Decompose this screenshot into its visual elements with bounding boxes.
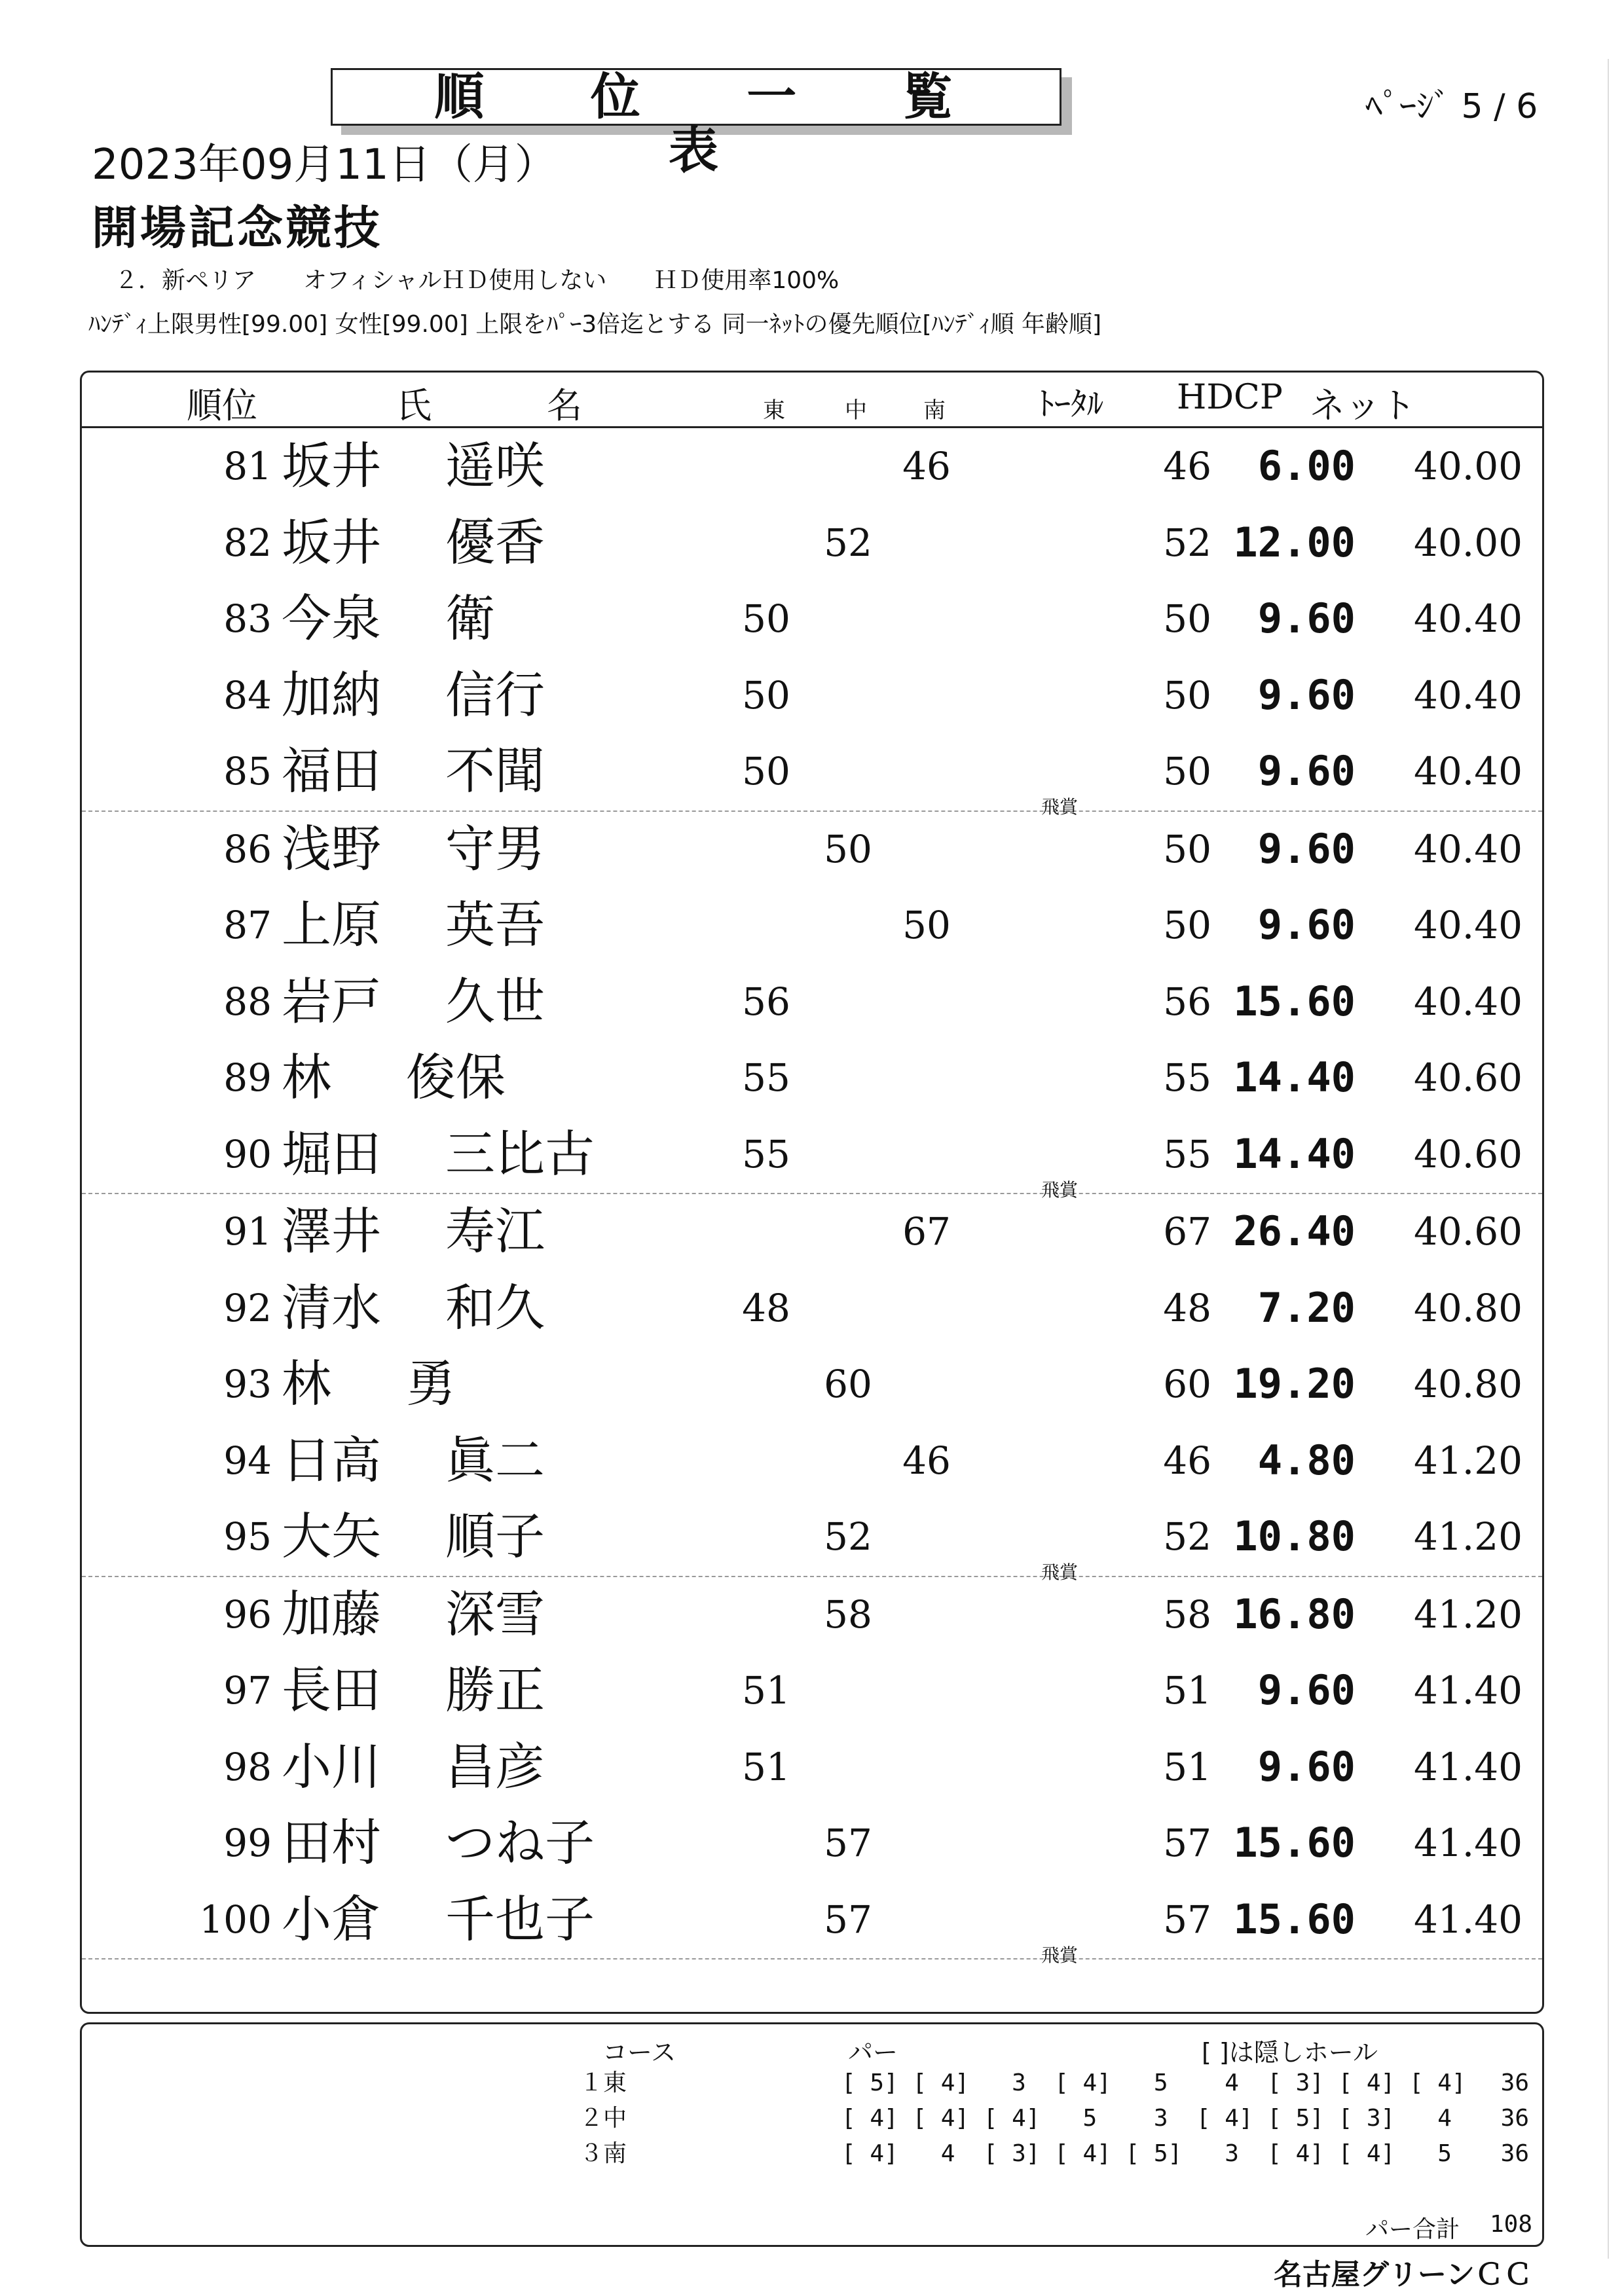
table-row — [82, 964, 1542, 1041]
column-header-row — [82, 373, 1542, 428]
surname-cell: 澤井 — [282, 1202, 381, 1260]
par-holes: [ 5] [ 4] 3 [ 4] 5 4 [ 3] [ 4] [ 4] — [841, 2069, 1466, 2096]
given-name-cell: 俊保 — [406, 1048, 506, 1106]
middle-score-cell: 60 — [824, 1362, 872, 1406]
par-sum-value: 108 — [1490, 2211, 1533, 2238]
rank-cell: 100 — [199, 1897, 272, 1942]
handicap-rule-line-1: ２．新ペリア オフィシャルＨＤ使用しない ＨＤ使用率100% — [115, 267, 840, 294]
rank-cell: 84 — [223, 672, 272, 718]
table-row — [82, 429, 1542, 505]
club-name: 名古屋グリーンＣＣ — [1273, 2258, 1532, 2291]
table-row — [82, 734, 1542, 818]
total-score-cell: 57 — [1163, 1821, 1211, 1865]
rank-cell: 98 — [223, 1744, 272, 1789]
hdcp-cell: 9.60 — [1257, 670, 1356, 719]
col-name-1: 氏 — [396, 385, 432, 426]
net-score-cell: 41.20 — [1413, 1438, 1522, 1483]
surname-cell: 浅野 — [282, 819, 381, 878]
table-row — [82, 1194, 1542, 1271]
hdcp-cell: 9.60 — [1257, 901, 1356, 949]
net-score-cell: 40.40 — [1413, 903, 1522, 947]
total-score-cell: 55 — [1163, 1055, 1211, 1100]
par-sum-label: パー合計 — [1365, 2216, 1460, 2243]
table-row — [82, 1117, 1542, 1201]
east-score-cell: 50 — [742, 749, 790, 793]
table-row — [82, 1499, 1542, 1583]
table-row — [82, 1577, 1542, 1654]
hdcp-cell: 4.80 — [1257, 1436, 1356, 1484]
rank-cell: 96 — [223, 1592, 272, 1637]
surname-cell: 小川 — [282, 1737, 381, 1796]
given-name-cell: 寿江 — [445, 1202, 545, 1260]
par-course-row — [82, 2066, 1542, 2100]
east-score-cell: 50 — [742, 596, 790, 641]
total-score-cell: 52 — [1163, 520, 1211, 565]
table-row — [82, 505, 1542, 582]
total-score-cell: 51 — [1163, 1744, 1211, 1789]
east-score-cell: 56 — [742, 979, 790, 1024]
page-edge-line — [1608, 59, 1609, 2259]
hdcp-cell: 9.60 — [1257, 747, 1356, 795]
award-mark: 飛賞 — [1041, 796, 1079, 818]
east-score-cell: 50 — [742, 672, 790, 718]
par-course-row — [82, 2102, 1542, 2136]
total-score-cell: 50 — [1163, 903, 1211, 947]
par-holes: [ 4] [ 4] [ 4] 5 3 [ 4] [ 5] [ 3] 4 — [841, 2105, 1452, 2132]
surname-cell: 今泉 — [282, 589, 381, 647]
table-row — [82, 1730, 1542, 1806]
surname-cell: 小倉 — [282, 1889, 381, 1948]
rank-cell: 82 — [223, 520, 272, 565]
given-name-cell: つね子 — [445, 1813, 595, 1872]
hdcp-cell: 9.60 — [1257, 824, 1356, 873]
hidden-hole-note: [ ]は隠しホール — [1202, 2038, 1378, 2067]
net-score-cell: 40.80 — [1413, 1362, 1522, 1406]
given-name-cell: 不聞 — [445, 742, 545, 800]
hdcp-cell: 15.60 — [1233, 1895, 1356, 1943]
surname-cell: 日高 — [282, 1430, 381, 1489]
given-name-cell: 信行 — [445, 665, 545, 724]
hdcp-cell: 6.00 — [1257, 442, 1356, 490]
handicap-rule-line-2: ﾊﾝﾃﾞｨ上限男性[99.00] 女性[99.00] 上限をﾊﾟｰ3倍迄とする 同一ﾈｯﾄの優先順位[ﾊﾝﾃﾞｨ順 年齢順] — [88, 311, 1102, 338]
table-row — [82, 1806, 1542, 1882]
col-total: ﾄｰﾀﾙ — [1038, 385, 1103, 423]
total-score-cell: 57 — [1163, 1897, 1211, 1942]
net-score-cell: 41.40 — [1413, 1897, 1522, 1942]
award-mark: 飛賞 — [1041, 1944, 1079, 1966]
net-score-cell: 41.40 — [1413, 1821, 1522, 1865]
middle-score-cell: 50 — [824, 826, 872, 871]
par-course-total: 36 — [1500, 2140, 1529, 2167]
page-title: 順 位 一 覧 表 — [434, 67, 997, 179]
given-name-cell: 久世 — [445, 972, 545, 1030]
south-score-cell: 46 — [902, 444, 951, 488]
given-name-cell: 勇 — [406, 1355, 456, 1413]
east-score-cell: 55 — [742, 1131, 790, 1176]
south-score-cell: 67 — [902, 1209, 951, 1254]
given-name-cell: 昌彦 — [445, 1737, 545, 1796]
total-score-cell: 51 — [1163, 1668, 1211, 1713]
rank-cell: 83 — [223, 596, 272, 641]
middle-score-cell: 52 — [824, 520, 872, 565]
given-name-cell: 衛 — [445, 589, 495, 647]
rank-cell: 97 — [223, 1668, 272, 1713]
total-score-cell: 50 — [1163, 596, 1211, 641]
surname-cell: 福田 — [282, 742, 381, 800]
net-score-cell: 40.80 — [1413, 1285, 1522, 1330]
middle-score-cell: 58 — [824, 1592, 872, 1637]
total-score-cell: 60 — [1163, 1362, 1211, 1406]
total-score-cell: 58 — [1163, 1592, 1211, 1637]
total-score-cell: 50 — [1163, 749, 1211, 793]
rank-cell: 81 — [223, 444, 272, 488]
event-date: 2023年09月11日（月） — [92, 141, 557, 189]
total-score-cell: 46 — [1163, 444, 1211, 488]
given-name-cell: 遥咲 — [445, 437, 545, 495]
rank-cell: 91 — [223, 1209, 272, 1254]
table-row — [82, 888, 1542, 964]
hdcp-cell: 9.60 — [1257, 594, 1356, 642]
east-score-cell: 55 — [742, 1055, 790, 1100]
rank-cell: 90 — [223, 1131, 272, 1176]
total-score-cell: 55 — [1163, 1131, 1211, 1176]
surname-cell: 林 — [282, 1048, 331, 1106]
given-name-cell: 順子 — [445, 1507, 545, 1565]
net-score-cell: 40.60 — [1413, 1131, 1522, 1176]
east-score-cell: 51 — [742, 1668, 790, 1713]
given-name-cell: 眞二 — [445, 1430, 545, 1489]
net-score-cell: 41.20 — [1413, 1592, 1522, 1637]
middle-score-cell: 52 — [824, 1514, 872, 1559]
surname-cell: 田村 — [282, 1813, 381, 1872]
table-row — [82, 1423, 1542, 1500]
total-score-cell: 56 — [1163, 979, 1211, 1024]
net-score-cell: 41.20 — [1413, 1514, 1522, 1559]
east-score-cell: 51 — [742, 1744, 790, 1789]
par-course-name: ３南 — [580, 2140, 627, 2167]
hdcp-cell: 19.20 — [1233, 1360, 1356, 1408]
given-name-cell: 三比古 — [445, 1124, 595, 1183]
hdcp-cell: 12.00 — [1233, 518, 1356, 566]
net-score-cell: 40.00 — [1413, 520, 1522, 565]
surname-cell: 加藤 — [282, 1584, 381, 1643]
rank-cell: 89 — [223, 1055, 272, 1100]
award-mark: 飛賞 — [1041, 1561, 1079, 1583]
table-row — [82, 1653, 1542, 1730]
south-score-cell: 50 — [902, 903, 951, 947]
rank-cell: 95 — [223, 1514, 272, 1559]
surname-cell: 加納 — [282, 665, 381, 724]
col-east: 東 — [763, 397, 785, 424]
middle-score-cell: 57 — [824, 1821, 872, 1865]
col-rank: 順位 — [187, 385, 257, 426]
surname-cell: 清水 — [282, 1278, 381, 1337]
hdcp-cell: 16.80 — [1233, 1590, 1356, 1638]
result-rows — [82, 429, 1542, 1966]
table-row — [82, 658, 1542, 735]
net-score-cell: 40.40 — [1413, 979, 1522, 1024]
par-course-row — [82, 2137, 1542, 2171]
net-score-cell: 40.40 — [1413, 672, 1522, 718]
south-score-cell: 46 — [902, 1438, 951, 1483]
rank-cell: 86 — [223, 826, 272, 871]
east-score-cell: 48 — [742, 1285, 790, 1330]
rank-cell: 87 — [223, 903, 272, 947]
rank-cell: 88 — [223, 979, 272, 1024]
net-score-cell: 40.40 — [1413, 826, 1522, 871]
rank-cell: 92 — [223, 1285, 272, 1330]
par-label: パー — [848, 2038, 898, 2067]
total-score-cell: 50 — [1163, 826, 1211, 871]
col-name-2: 名 — [547, 385, 582, 426]
col-net: ネット — [1310, 385, 1416, 426]
surname-cell: 坂井 — [282, 437, 381, 495]
title-box — [331, 67, 1061, 179]
total-score-cell: 52 — [1163, 1514, 1211, 1559]
hdcp-cell: 15.60 — [1233, 977, 1356, 1025]
table-row — [82, 1040, 1542, 1117]
par-holes: [ 4] 4 [ 3] [ 4] [ 5] 3 [ 4] [ 4] 5 — [841, 2140, 1452, 2167]
rank-cell: 99 — [223, 1821, 272, 1865]
net-score-cell: 40.40 — [1413, 596, 1522, 641]
rank-cell: 94 — [223, 1438, 272, 1483]
col-south: 南 — [923, 397, 946, 424]
col-hdcp: HDCP — [1177, 378, 1283, 417]
hdcp-cell: 26.40 — [1233, 1207, 1356, 1255]
rank-cell: 85 — [223, 749, 272, 793]
net-score-cell: 40.40 — [1413, 749, 1522, 793]
col-middle: 中 — [845, 397, 867, 424]
table-row — [82, 581, 1542, 658]
par-course-name: ２中 — [580, 2105, 627, 2132]
total-score-cell: 48 — [1163, 1285, 1211, 1330]
hdcp-cell: 9.60 — [1257, 1742, 1356, 1791]
page-number: ﾍﾟｰｼﾞ 5 / 6 — [1365, 87, 1538, 126]
rank-cell: 93 — [223, 1362, 272, 1406]
par-course-total: 36 — [1500, 2105, 1529, 2132]
net-score-cell: 40.60 — [1413, 1209, 1522, 1254]
results-table — [80, 371, 1544, 2014]
net-score-cell: 41.40 — [1413, 1668, 1522, 1713]
net-score-cell: 40.60 — [1413, 1055, 1522, 1100]
total-score-cell: 46 — [1163, 1438, 1211, 1483]
table-row — [82, 812, 1542, 888]
surname-cell: 上原 — [282, 896, 381, 954]
surname-cell: 林 — [282, 1355, 331, 1413]
given-name-cell: 千也子 — [445, 1889, 595, 1948]
event-name: 開場記念競技 — [92, 201, 382, 255]
given-name-cell: 優香 — [445, 513, 545, 572]
given-name-cell: 英吾 — [445, 896, 545, 954]
given-name-cell: 深雪 — [445, 1584, 545, 1643]
table-row — [82, 1347, 1542, 1423]
hdcp-cell: 7.20 — [1257, 1283, 1356, 1332]
table-row — [82, 1271, 1542, 1347]
hdcp-cell: 14.40 — [1233, 1053, 1356, 1101]
surname-cell: 岩戸 — [282, 972, 381, 1030]
hdcp-cell: 15.60 — [1233, 1819, 1356, 1867]
hdcp-cell: 10.80 — [1233, 1512, 1356, 1560]
surname-cell: 堀田 — [282, 1124, 381, 1183]
par-course-name: １東 — [580, 2069, 627, 2096]
net-score-cell: 40.00 — [1413, 444, 1522, 488]
given-name-cell: 勝正 — [445, 1661, 545, 1719]
given-name-cell: 守男 — [445, 819, 545, 878]
surname-cell: 長田 — [282, 1661, 381, 1719]
middle-score-cell: 57 — [824, 1897, 872, 1942]
par-course-total: 36 — [1500, 2069, 1529, 2096]
table-row — [82, 1882, 1542, 1966]
par-table — [80, 2022, 1544, 2247]
surname-cell: 坂井 — [282, 513, 381, 572]
par-course-label: コース — [602, 2038, 676, 2067]
award-mark: 飛賞 — [1041, 1178, 1079, 1201]
hdcp-cell: 9.60 — [1257, 1666, 1356, 1714]
total-score-cell: 50 — [1163, 672, 1211, 718]
given-name-cell: 和久 — [445, 1278, 545, 1337]
surname-cell: 大矢 — [282, 1507, 381, 1565]
net-score-cell: 41.40 — [1413, 1744, 1522, 1789]
total-score-cell: 67 — [1163, 1209, 1211, 1254]
hdcp-cell: 14.40 — [1233, 1129, 1356, 1178]
